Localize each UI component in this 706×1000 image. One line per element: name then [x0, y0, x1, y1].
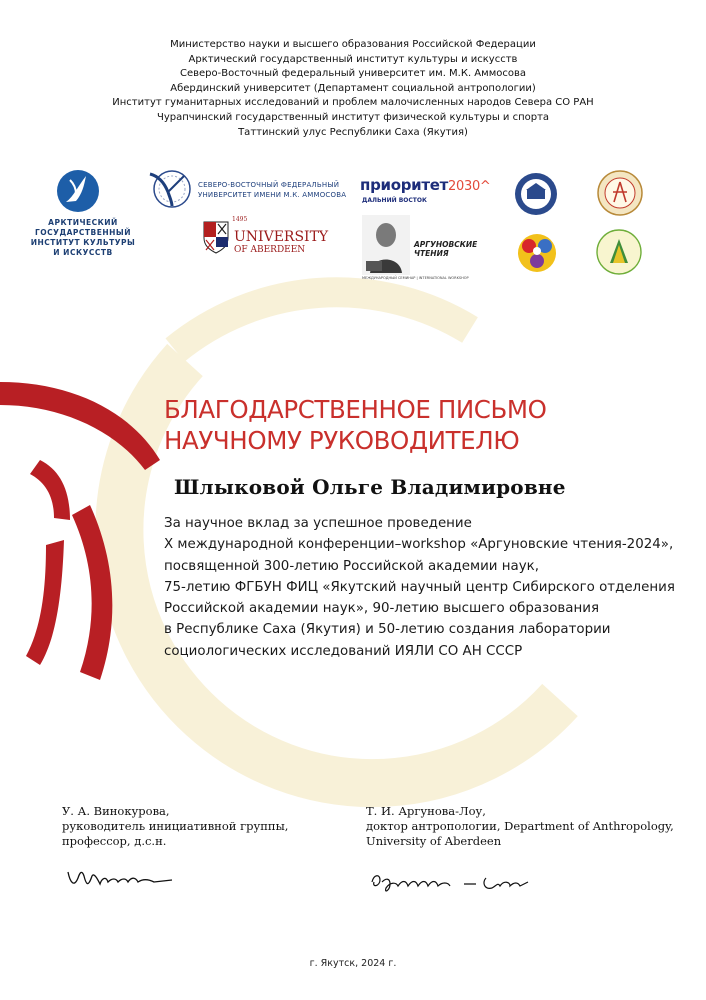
certificate-title — [164, 394, 547, 456]
body-line: социологических исследований ИЯЛИ СО АН СССР — [164, 643, 523, 659]
aberdeen-logo-text: UNIVERSITY OF ABERDEEN — [234, 229, 329, 255]
recipient-name: Шлыковой Ольге Владимировне — [174, 475, 566, 499]
organizer-line: Арктический государственный институт культуры и искусств — [188, 53, 518, 65]
organizer-line: Министерство науки и высшего образования Российской Федерации — [170, 39, 536, 50]
signatory-argunova-low: Т. И. Аргунова-Лоу, доктор антропологии, Department of Anthropology, University of Aberdeen — [366, 804, 674, 848]
title-line: БЛАГОДАРСТВЕННОЕ ПИСЬМО — [164, 395, 547, 424]
body-line: X международной конференции–workshop «Аргуновские чтения-2024», — [164, 537, 674, 553]
organizers-list — [0, 38, 706, 140]
aicc-logo-text: АРКТИЧЕСКИЙ ГОСУДАРСТВЕННЫЙ ИНСТИТУТ КУЛЬТУРЫ И ИСКУССТВ — [30, 218, 136, 257]
body-line: 75-летию ФГБУН ФИЦ «Якутский научный центр Сибирского отделения — [164, 579, 675, 595]
organizer-line: Северо-Восточный федеральный университет им. М.К. Аммосова — [179, 68, 526, 80]
title-line: НАУЧНОМУ РУКОВОДИТЕЛЮ — [164, 426, 520, 455]
argunov-subtitle: МЕЖДУНАРОДНЫЙ СЕМИНАР | INTERNATIONAL WORKSHOP — [362, 276, 469, 280]
body-line: в Республике Саха (Якутия) и 50-летию создания лаборатории — [164, 622, 611, 638]
aicc-bird-logo — [56, 168, 100, 214]
argunov-portrait-image — [362, 215, 410, 275]
place-date: г. Якутск, 2024 г. — [309, 958, 397, 969]
priority2030-logo: приоритет2030^ — [360, 176, 491, 194]
emblem-logo — [515, 232, 559, 274]
aberdeen-crest-icon — [202, 220, 230, 254]
argunov-logo-text: АРГУНОВСКИЕ ЧТЕНИЯ — [414, 240, 478, 258]
aberdeen-year: 1495 — [232, 216, 248, 223]
organizer-line: Абердинский университет (Департамент социальной антропологии) — [170, 82, 536, 94]
organizer-line: Таттинский улус Республики Саха (Якутия) — [238, 126, 468, 138]
certificate-body — [164, 513, 675, 662]
ichps-logo — [514, 172, 558, 216]
churapcha-institute-logo — [597, 170, 643, 216]
tatta-district-logo — [596, 229, 642, 275]
organizer-line: Чурапчинский государственный институт физической культуры и спорта — [156, 111, 550, 123]
body-line: Российской академии наук», 90-летию высшего образования — [164, 601, 600, 617]
svfu-logo — [148, 168, 192, 210]
priority2030-subtitle: ДАЛЬНИЙ ВОСТОК — [362, 197, 427, 204]
signatory-vinokurova: У. А. Винокурова, руководитель инициативной группы, профессор, д.с.н. — [62, 804, 289, 848]
body-line: За научное вклад за успешное проведение — [164, 516, 472, 531]
organizer-line: Институт гуманитарных исследований и проблем малочисленных народов Севера СО РАН — [112, 97, 594, 109]
body-line: посвященной 300-летию Российской академии наук, — [164, 558, 539, 574]
signature-vinokurova — [64, 866, 176, 894]
signature-argunova-low — [368, 868, 536, 898]
svfu-logo-text: СЕВЕРО-ВОСТОЧНЫЙ ФЕДЕРАЛЬНЫЙ УНИВЕРСИТЕТ ИМЕНИ М.К. АММОСОВА — [198, 181, 347, 199]
